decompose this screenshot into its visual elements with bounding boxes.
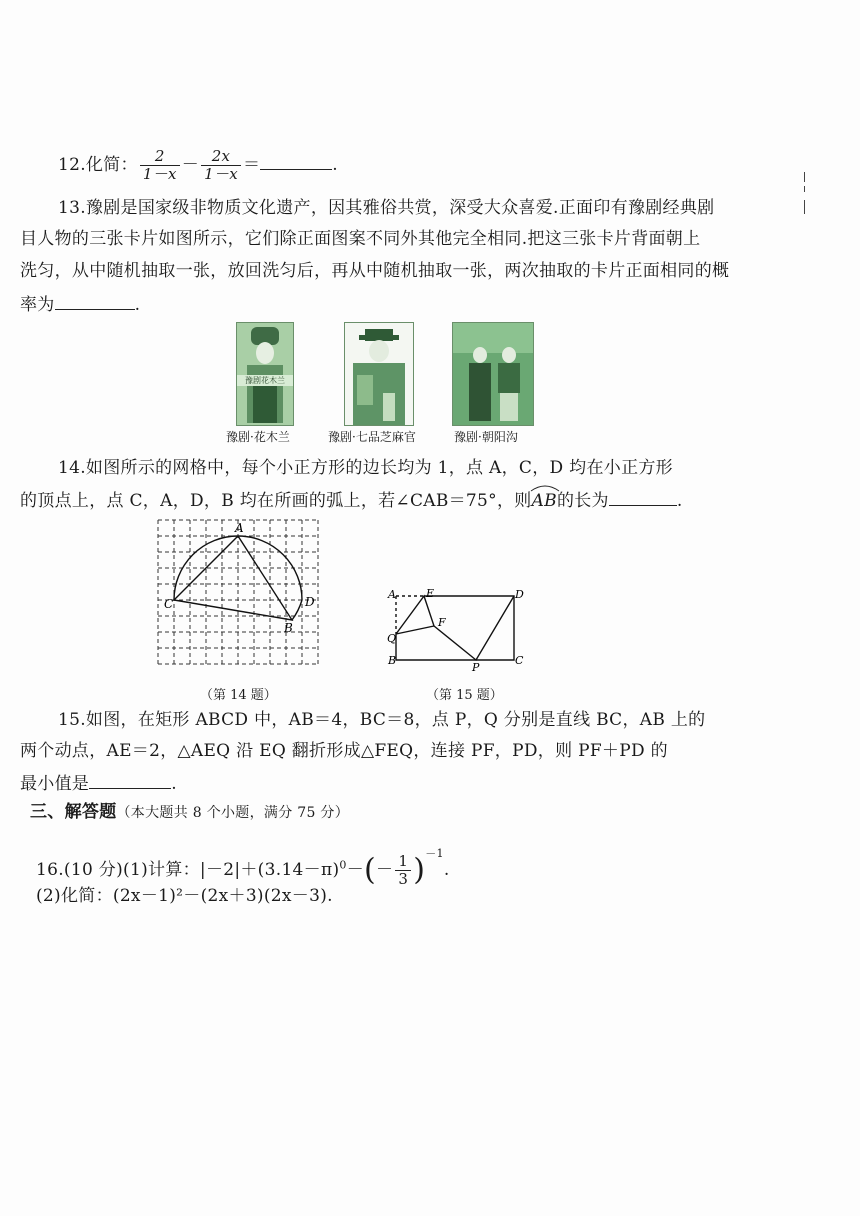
card-1-banner: 豫剧花木兰 (237, 375, 293, 386)
card-caption-2: 豫剧·七品芝麻官 (328, 430, 416, 444)
fraction-2 (201, 148, 241, 183)
question-13-line-4 (20, 291, 140, 317)
answer-blank-13[interactable] (55, 291, 135, 310)
fraction-2-numerator: 2x (201, 148, 241, 166)
q15-lead: 最小值是 (20, 774, 90, 794)
arc-symbol-icon (530, 484, 560, 492)
label-e: E (426, 587, 435, 600)
section-3-note: （本大题共 8 个小题，满分 75 分） (116, 805, 350, 821)
section-3-title: 三、解答题 (30, 802, 117, 822)
margin-mark (804, 186, 805, 192)
figure-14-caption: （第 14 题） (200, 688, 277, 703)
minus-sign: － (346, 860, 365, 880)
q14-text-a: 的顶点上，点 C，A，D，B 均在所画的弧上，若∠CAB＝75°，则 (20, 491, 532, 511)
card-qipin-zhimaguan-image (344, 322, 414, 426)
figure-15-caption: （第 15 题） (426, 688, 503, 703)
fraction-1-denominator: 1－x (142, 165, 177, 183)
label-c: C (515, 654, 524, 667)
question-16-part-1 (36, 842, 450, 888)
question-14-line-1: 14.如图所示的网格中，每个小正方形的边长均为 1，点 A，C，D 均在小正方形 (58, 458, 673, 478)
fraction-1 (140, 148, 180, 183)
arc-ab-label: AB (531, 491, 557, 511)
label-a: A (235, 521, 244, 535)
label-q: Q (387, 632, 397, 645)
label-b: B (388, 654, 397, 667)
answer-blank-15[interactable] (89, 770, 171, 789)
figure-15 (384, 584, 534, 674)
q13-period: . (134, 295, 141, 315)
fraction-denominator: 3 (398, 870, 409, 888)
margin-mark (804, 172, 805, 182)
section-3-heading (30, 800, 349, 825)
q16-period: . (443, 860, 450, 880)
q15-period: . (171, 774, 177, 794)
answer-blank-14[interactable] (609, 487, 677, 506)
fraction-numerator: 1 (395, 853, 411, 871)
arc-ab-notation (532, 489, 557, 513)
exponent-neg-one: －1 (425, 847, 444, 860)
answer-blank-12[interactable] (260, 151, 332, 170)
question-13-line-1: 13.豫剧是国家级非物质文化遗产，因其雅俗共赏，深受大众喜爱.正面印有豫剧经典剧 (58, 198, 715, 218)
equals-sign: ＝ (242, 155, 261, 175)
card-hua-mulan-image (236, 322, 294, 426)
exponent-zero: 0 (339, 858, 347, 872)
question-12 (58, 148, 338, 183)
card-caption-1: 豫剧·花木兰 (226, 430, 290, 444)
label-d: D (305, 595, 315, 609)
label-c: C (164, 597, 174, 611)
label-p: P (472, 661, 480, 674)
opera-figure-icon (345, 323, 413, 425)
q12-period: . (332, 155, 338, 175)
fraction-2-denominator: 1－x (204, 165, 238, 183)
question-15-line-3 (20, 770, 177, 796)
label-d: D (515, 588, 524, 601)
q12-prefix: 12.化简： (58, 155, 138, 175)
margin-mark (804, 200, 805, 214)
card-caption-3: 豫剧·朝阳沟 (454, 430, 518, 444)
label-a: A (388, 588, 396, 601)
label-b: B (284, 621, 293, 635)
q14-period: . (676, 491, 683, 511)
q16-part1-text: 16.(10 分)(1)计算：|－2|＋(3.14－π) (36, 860, 340, 880)
paren-group-close: ) (413, 852, 426, 888)
minus-sign: － (181, 155, 200, 175)
question-15-line-2: 两个动点，AE＝2，△AEQ 沿 EQ 翻折形成△FEQ，连接 PF，PD，则 PF＋PD 的 (20, 741, 668, 761)
question-15-line-1: 15.如图，在矩形 ABCD 中，AB＝4，BC＝8，点 P，Q 分别是直线 BC，AB 上的 (58, 710, 706, 730)
q14-text-b: 的长为 (556, 491, 609, 511)
question-13-line-3: 洗匀，从中随机抽取一张，放回洗匀后，再从中随机抽取一张，两次抽取的卡片正面相同的概 (20, 261, 730, 281)
question-14-line-2 (20, 487, 683, 513)
figure-14 (150, 512, 330, 678)
paren-group: ( (364, 852, 377, 888)
fraction-1-numerator: 2 (140, 148, 180, 166)
q13-lead: 率为 (20, 295, 55, 315)
inner-minus: － (376, 860, 394, 880)
label-f: F (438, 616, 446, 629)
fraction-one-third (395, 853, 411, 888)
question-16-part-2: (2)化简：(2x－1)²－(2x＋3)(2x－3). (36, 886, 333, 906)
question-13-line-2: 目人物的三张卡片如图所示，它们除正面图案不同外其他完全相同.把这三张卡片背面朝上 (20, 229, 701, 249)
opera-figure-icon (453, 323, 533, 425)
opera-figure-icon (237, 323, 293, 425)
card-chaoyanggou-image (452, 322, 534, 426)
